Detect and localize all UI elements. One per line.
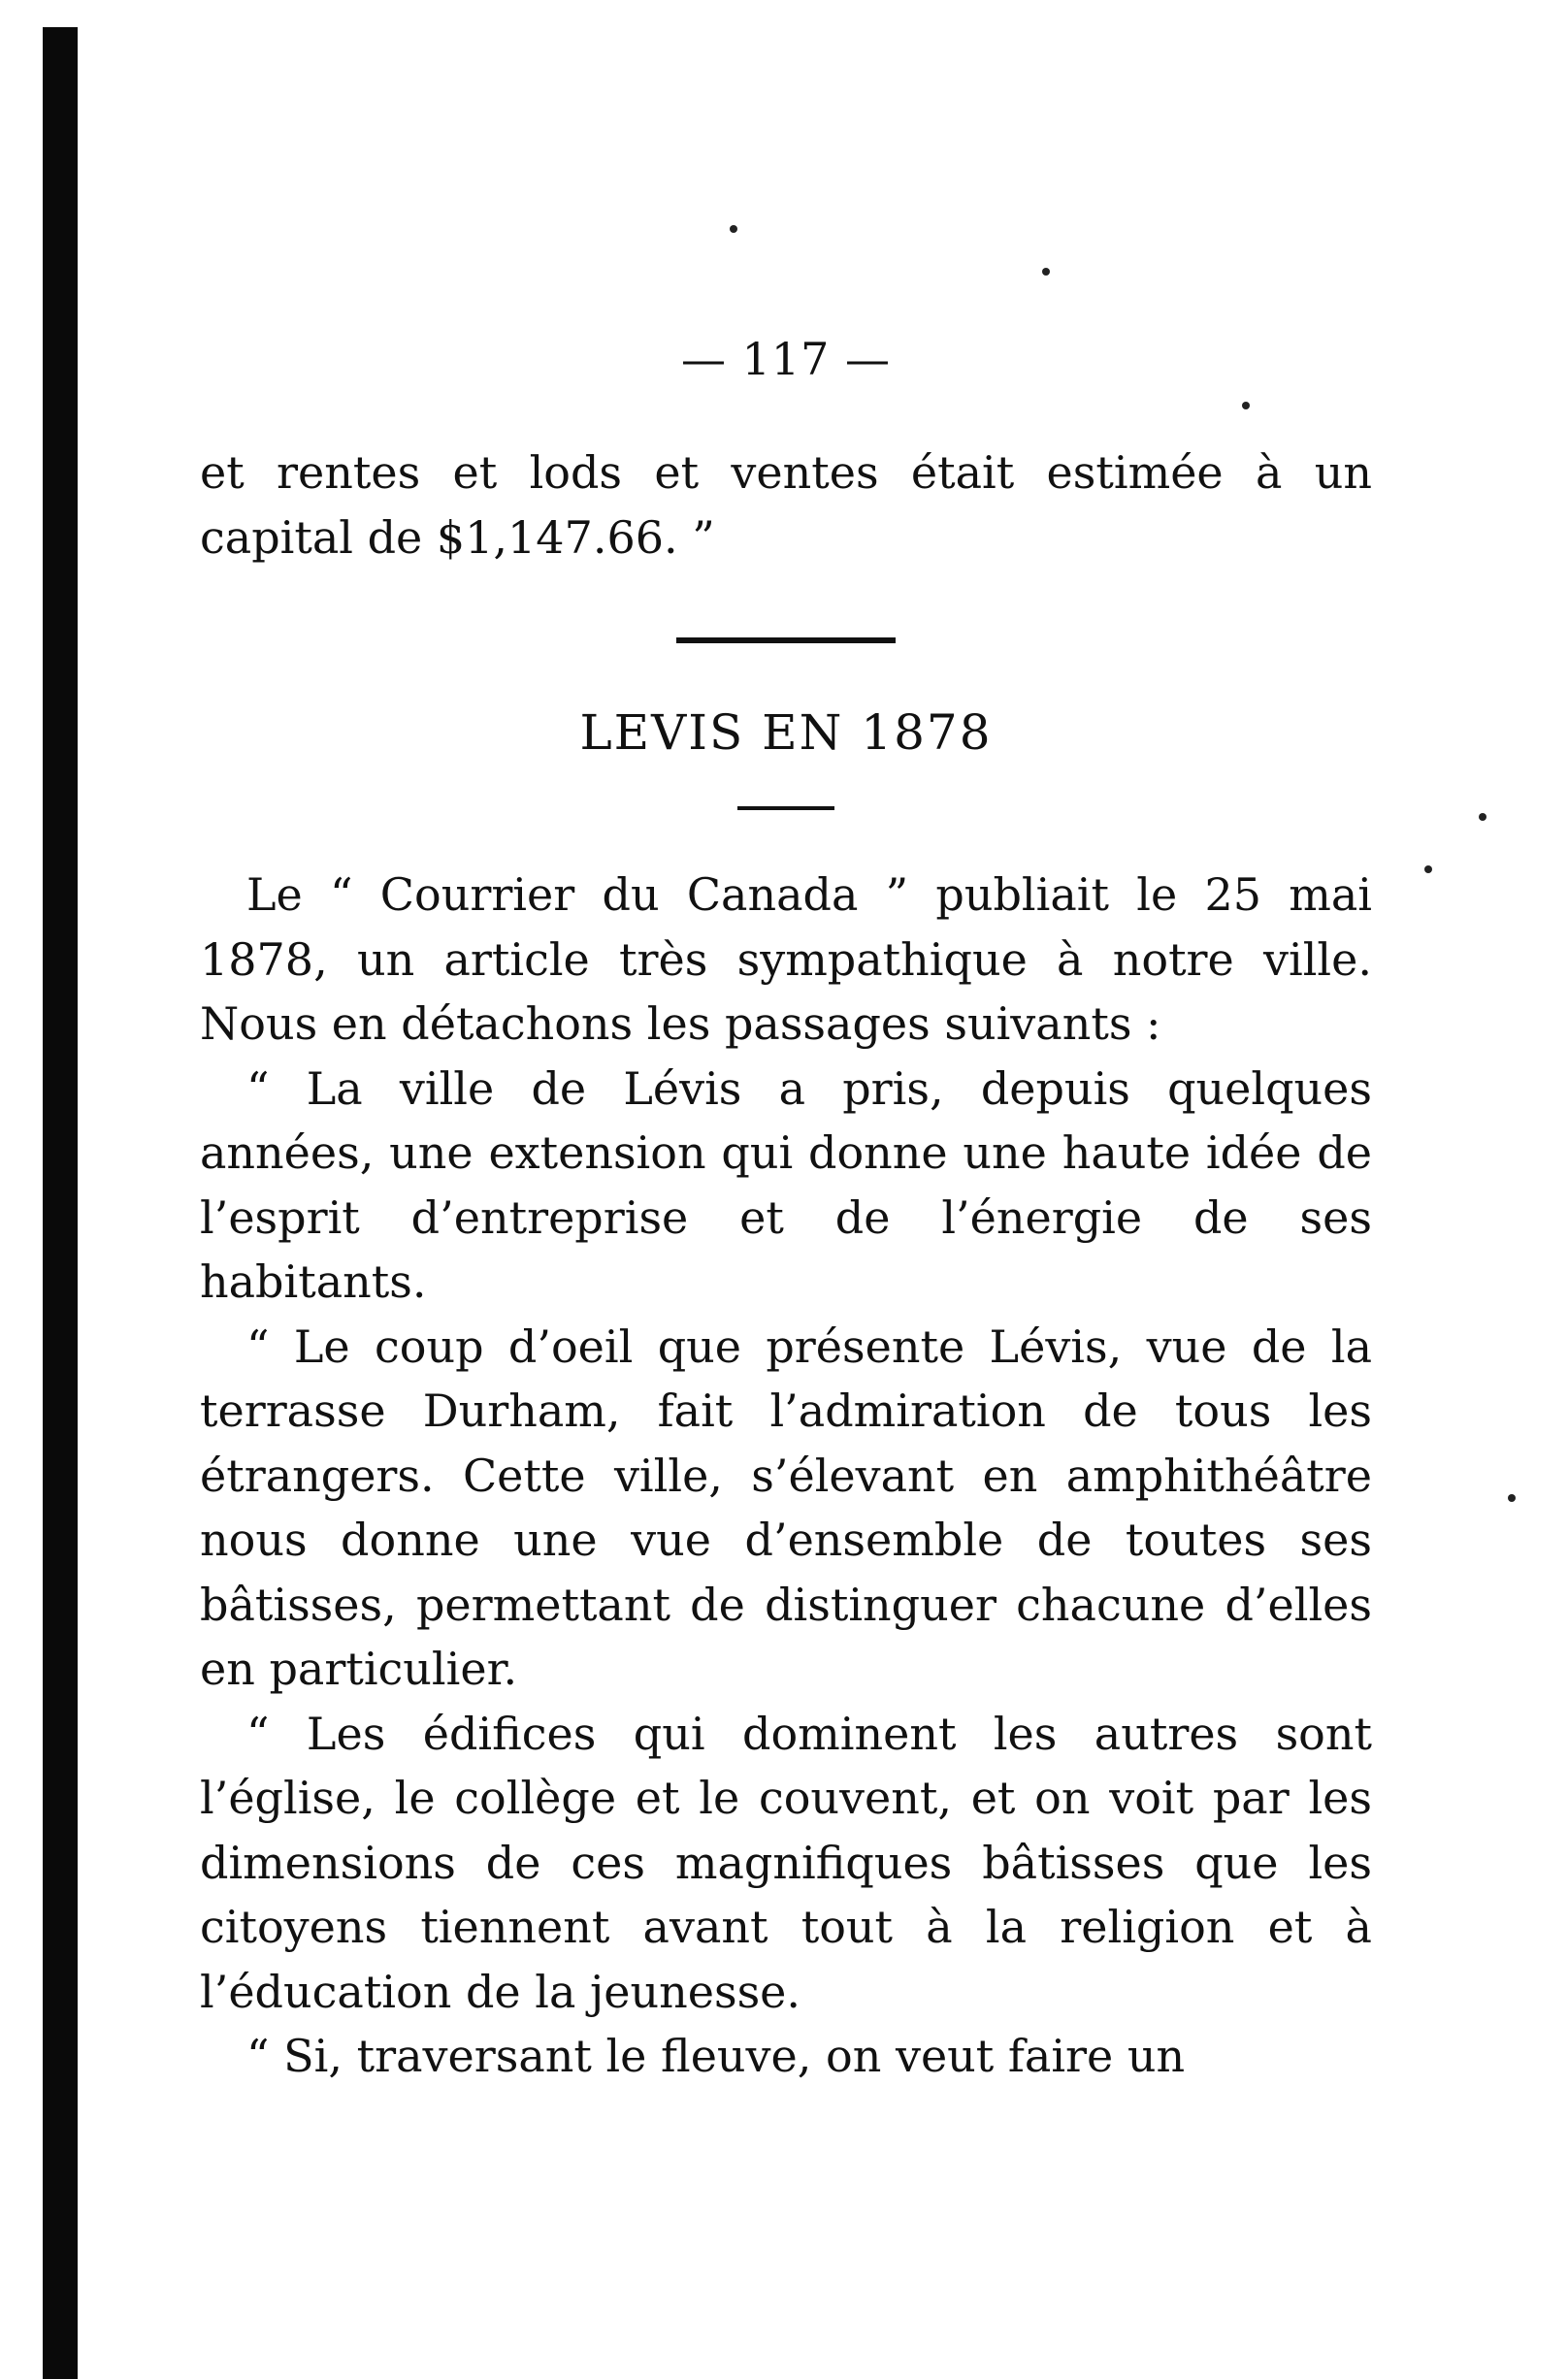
body-paragraph: “ La ville de Lévis a pris, depuis quelques années, une extension qui donne une haute idée de l’esprit d’entreprise et de l’énergie de ses habitants. (200, 1061, 1372, 1308)
carryover-paragraph: et rentes et lods et ventes était estimée à un capital de $1,147.66. ” (200, 446, 1372, 564)
body-paragraph: “ Si, traversant le fleuve, on veut faire un (246, 2030, 1186, 2082)
body-paragraph: Le “ Courrier du Canada ” publiait le 25 mai 1878, un article très sympathique à notre ville. Nous en détachons les passages suivants : (200, 868, 1372, 1050)
title-underline-rule (737, 806, 834, 810)
section-title: LEVIS EN 1878 (579, 704, 993, 761)
body-paragraph: “ Les édifices qui dominent les autres sont l’église, le collège et le couvent, et on voit par les dimensions de ces magnifiques bâtisses que les citoyens tiennent avant tout à la religion et à l’éducation de la jeunesse. (200, 1707, 1372, 2018)
section-divider-rule (676, 637, 896, 643)
print-speck (1042, 268, 1050, 276)
body-paragraph: “ Le coup d’oeil que présente Lévis, vue de la terrasse Durham, fait l’admiration de tous les étrangers. Cette ville, s’élevant en amphithéâtre nous donne une vue d’ensemble de toutes ses bâtisses, permettant de distinguer chacune d’elles en particulier. (200, 1320, 1372, 1695)
book-page (200, 330, 1372, 2089)
print-speck (1424, 865, 1432, 873)
page-number: — 117 — (680, 333, 892, 385)
print-speck (1508, 1494, 1516, 1502)
page-binding-edge (43, 27, 78, 2379)
print-speck (730, 225, 737, 233)
print-speck (1479, 813, 1486, 821)
